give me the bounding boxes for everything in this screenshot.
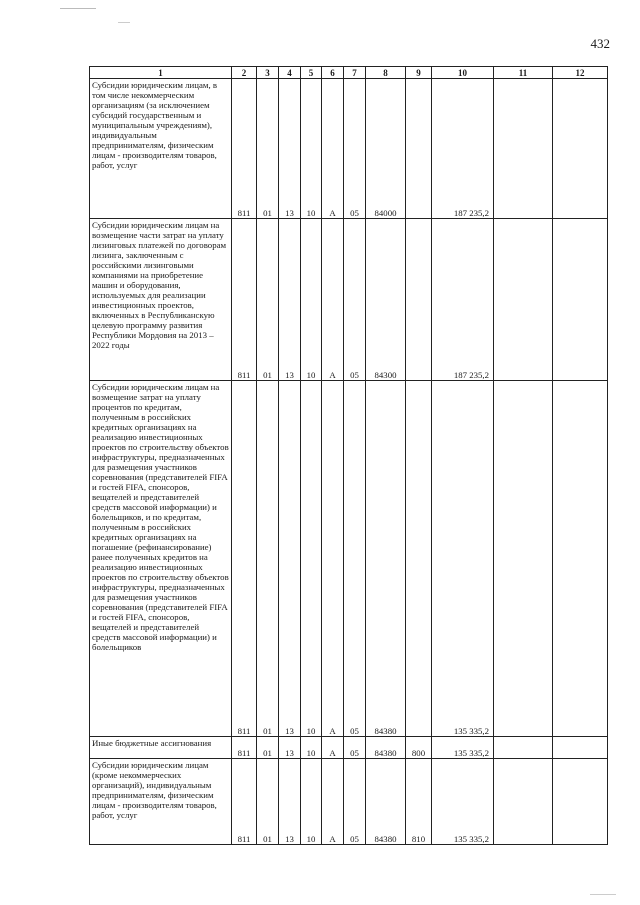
cell-col10: 135 335,2 [432,381,494,737]
cell-col11 [494,759,553,845]
row-description: Субсидии юридическим лицам на возмещение части затрат на уплату лизинговых платежей по договорам лизинга, заключенным с российскими лизинговыми компаниями на приобретение машин и оборудования, используемых для реализации инвестиционных проектов, включенных в Республиканскую целевую программу развития Республики Мордовия на 2013 – 2022 годы [90,219,232,381]
cell-col3: 01 [257,79,279,219]
cell-col3: 01 [257,737,279,759]
column-header: 9 [406,67,432,79]
cell-col7: 05 [344,219,366,381]
cell-col2: 811 [232,381,257,737]
cell-col4: 13 [279,381,301,737]
cell-col10: 135 335,2 [432,737,494,759]
cell-col8: 84300 [366,219,406,381]
cell-col12 [553,381,608,737]
cell-col2: 811 [232,219,257,381]
column-header: 1 [90,67,232,79]
table-row [90,381,608,737]
table-row [90,737,608,759]
column-header: 11 [494,67,553,79]
cell-col6: А [322,737,344,759]
column-header: 3 [257,67,279,79]
cell-col9: 810 [406,759,432,845]
header-row [90,67,608,79]
column-header: 6 [322,67,344,79]
table-row [90,79,608,219]
cell-col2: 811 [232,79,257,219]
budget-table [89,66,608,845]
cell-col10: 187 235,2 [432,79,494,219]
cell-col12 [553,79,608,219]
column-header: 12 [553,67,608,79]
row-description: Субсидии юридическим лицам на возмещение затрат на уплату процентов по кредитам, полученным в российских кредитных организациях на реализацию инвестиционных проектов по строительству объектов инфраструктуры, предназначенных для размещения участников соревнования (представителей FIFA и гостей FIFA, спонсоров, вещателей и представителей средств массовой информации) и болельщиков, и по кредитам, полученным в российских кредитных организациях на погашение (рефинансирование) ранее полученных кредитов на реализацию инвестиционных проектов по строительству объектов инфраструктуры, предназначенных для размещения участников соревнования (представителей FIFA и гостей FIFA, спонсоров, вещателей и представителей средств массовой информации) и болельщиков [90,381,232,737]
table-row [90,759,608,845]
scan-mark [590,894,616,895]
scan-mark [118,22,130,23]
cell-col9: 800 [406,737,432,759]
cell-col3: 01 [257,381,279,737]
row-description: Субсидии юридическим лицам, в том числе некоммерческим организациям (за исключением субсидий государственным и муниципальным учреждениям), индивидуальным предпринимателям, физическим лицам - производителям товаров, работ, услуг [90,79,232,219]
cell-col11 [494,737,553,759]
cell-col11 [494,219,553,381]
cell-col10: 135 335,2 [432,759,494,845]
cell-col6: А [322,381,344,737]
cell-col5: 10 [301,737,322,759]
cell-col11 [494,381,553,737]
page-number: 432 [590,36,610,51]
cell-col5: 10 [301,759,322,845]
cell-col12 [553,737,608,759]
column-header: 10 [432,67,494,79]
cell-col5: 10 [301,219,322,381]
cell-col4: 13 [279,79,301,219]
row-description: Субсидии юридическим лицам (кроме некоммерческих организаций), индивидуальным предпринимателям, физическим лицам - производителям товаров, работ, услуг [90,759,232,845]
cell-col9 [406,219,432,381]
cell-col6: А [322,759,344,845]
cell-col3: 01 [257,759,279,845]
cell-col11 [494,79,553,219]
cell-col4: 13 [279,219,301,381]
cell-col8: 84380 [366,759,406,845]
column-header: 2 [232,67,257,79]
cell-col4: 13 [279,737,301,759]
cell-col10: 187 235,2 [432,219,494,381]
column-header: 5 [301,67,322,79]
cell-col12 [553,759,608,845]
cell-col7: 05 [344,381,366,737]
cell-col6: А [322,79,344,219]
row-description: Иные бюджетные ассигнования [90,737,232,759]
cell-col12 [553,219,608,381]
cell-col7: 05 [344,737,366,759]
cell-col9 [406,79,432,219]
column-header: 8 [366,67,406,79]
column-header: 7 [344,67,366,79]
cell-col5: 10 [301,381,322,737]
column-header: 4 [279,67,301,79]
cell-col4: 13 [279,759,301,845]
cell-col7: 05 [344,759,366,845]
cell-col7: 05 [344,79,366,219]
cell-col8: 84380 [366,381,406,737]
cell-col9 [406,381,432,737]
cell-col3: 01 [257,219,279,381]
cell-col5: 10 [301,79,322,219]
scan-mark [60,8,96,9]
cell-col8: 84380 [366,737,406,759]
cell-col6: А [322,219,344,381]
cell-col2: 811 [232,737,257,759]
cell-col2: 811 [232,759,257,845]
table-row [90,219,608,381]
cell-col8: 84000 [366,79,406,219]
